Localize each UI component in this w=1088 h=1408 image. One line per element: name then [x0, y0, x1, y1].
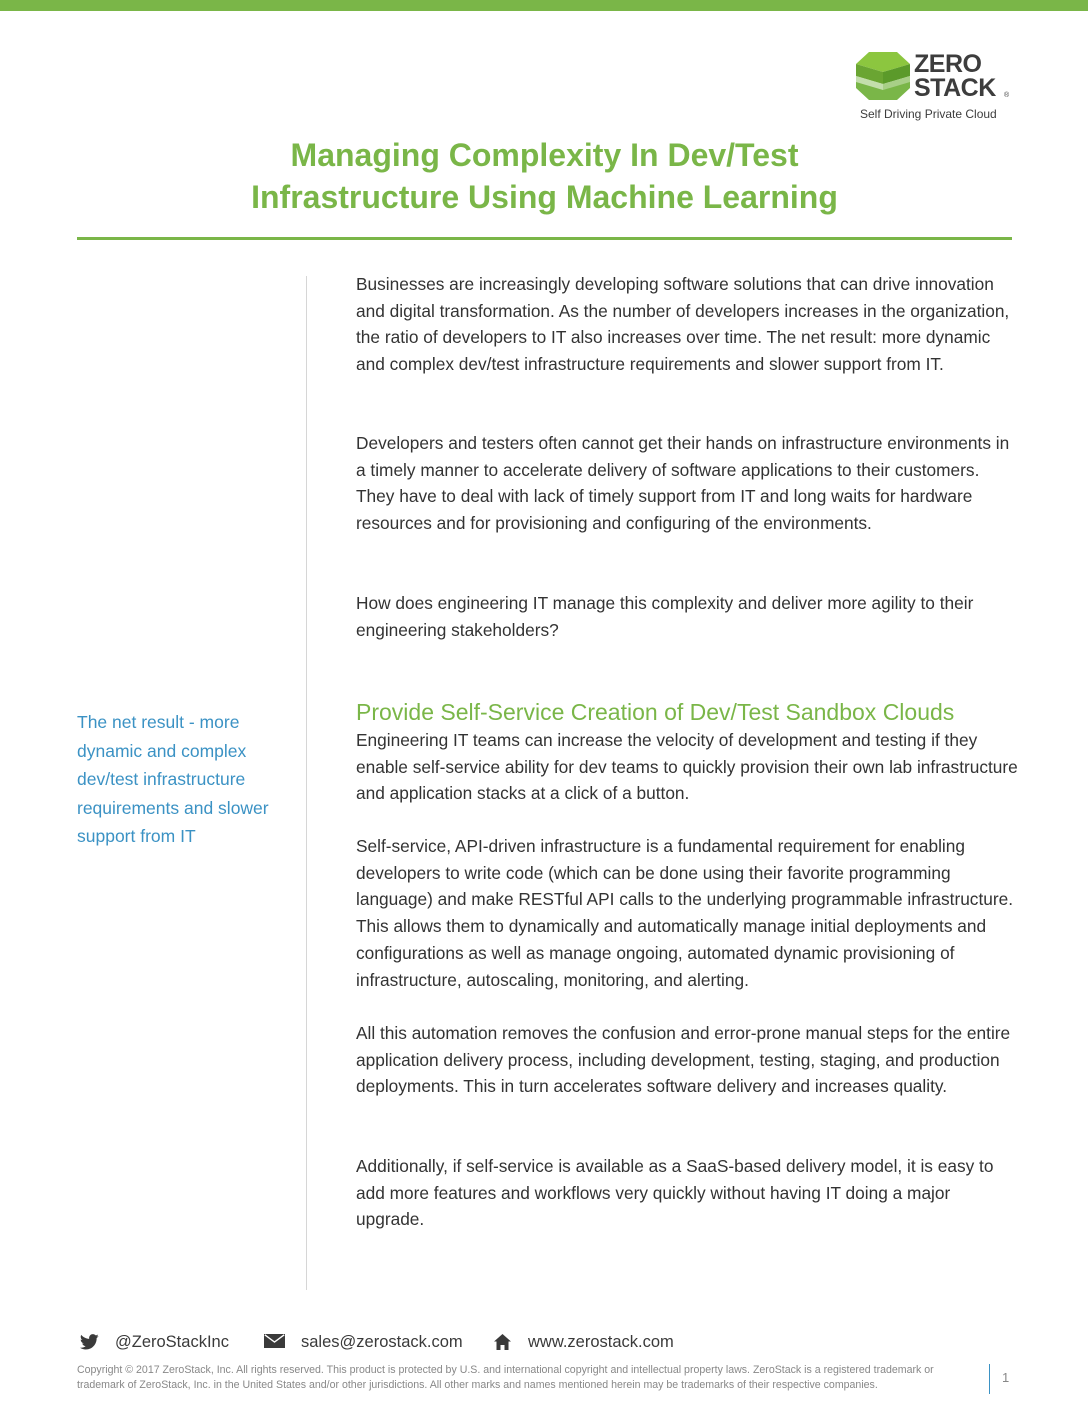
- intro-paragraph-3: How does engineering IT manage this complexity and deliver more agility to their engineering stakeholders?: [356, 593, 974, 640]
- logo-wordmark-zero: ZERO: [914, 50, 982, 78]
- section-paragraph-4: Additionally, if self-service is available as a SaaS-based delivery model, it is easy to add more features and workflows very quickly without having IT doing a major upgrade.: [356, 1156, 994, 1230]
- email-address: sales@zerostack.com: [301, 1333, 463, 1351]
- home-icon: [494, 1334, 511, 1350]
- column-divider: [306, 276, 307, 1290]
- logo-wordmark-stack: STACK: [914, 74, 996, 102]
- website-url: www.zerostack.com: [528, 1333, 674, 1351]
- title-divider: [77, 237, 1012, 240]
- page-number-divider: [989, 1364, 990, 1394]
- twitter-bird-icon: [80, 1334, 99, 1350]
- logo-tagline: Self Driving Private Cloud: [860, 107, 997, 121]
- title-line-1: Managing Complexity In Dev/Test: [290, 137, 799, 173]
- pull-quote: The net result - more dynamic and complex dev/test infrastructure requirements and slower support from IT: [77, 712, 269, 847]
- zerostack-logo: [855, 50, 1015, 125]
- section-paragraph-1: Engineering IT teams can increase the velocity of development and testing if they enable self-service ability for dev teams to quickly provision their own lab infrastructure and application stacks at a click of a button.: [356, 730, 1018, 804]
- section-paragraph-2: Self-service, API-driven infrastructure is a fundamental requirement for enabling developers to write code (which can be done using their favorite programming language) and make RESTful API calls to the underlying programmable infrastructure. This allows them to dynamically and automatically manage initial deployments and configurations as well as manage ongoing, automated dynamic provisioning of infrastructure, autoscaling, monitoring, and alerting.: [356, 836, 1014, 990]
- document-title: [77, 134, 1012, 218]
- registered-mark: ®: [1004, 92, 1010, 99]
- zerostack-cube-logo-icon: [855, 50, 911, 102]
- section-paragraph-3: All this automation removes the confusion and error-prone manual steps for the entire application delivery process, including development, testing, staging, and production deployments. This in turn accelerates software delivery and increases quality.: [356, 1023, 1011, 1097]
- title-line-2: Infrastructure Using Machine Learning: [251, 179, 838, 215]
- intro-paragraph-2: Developers and testers often cannot get their hands on infrastructure environments in a timely manner to accelerate delivery of software applications to their customers. They have to deal with lack of timely support from IT and long waits for hardware resources and for provisioning and configuring of the environments.: [356, 433, 1010, 534]
- top-accent-bar: [0, 0, 1088, 11]
- envelope-icon: [264, 1334, 285, 1348]
- page-number: 1: [1002, 1370, 1010, 1385]
- section-heading: Provide Self-Service Creation of Dev/Test Sandbox Clouds: [356, 699, 955, 725]
- twitter-handle: @ZeroStackInc: [115, 1333, 229, 1351]
- intro-paragraph-1: Businesses are increasingly developing software solutions that can drive innovation and digital transformation. As the number of developers increases in the organization, the ratio of developers to IT also increases over time. The net result: more dynamic and complex dev/test infrastructure requirements and slower support from IT.: [356, 274, 1010, 375]
- copyright-notice: Copyright © 2017 ZeroStack, Inc. All rights reserved. This product is protected by U.S. and international copyright and intellectual property laws. ZeroStack is a registered trademark or trademark of ZeroStack, Inc. in the United States and/or other jurisdictions. All other marks and names mentioned herein may be trademarks of their respective companies.: [77, 1364, 934, 1391]
